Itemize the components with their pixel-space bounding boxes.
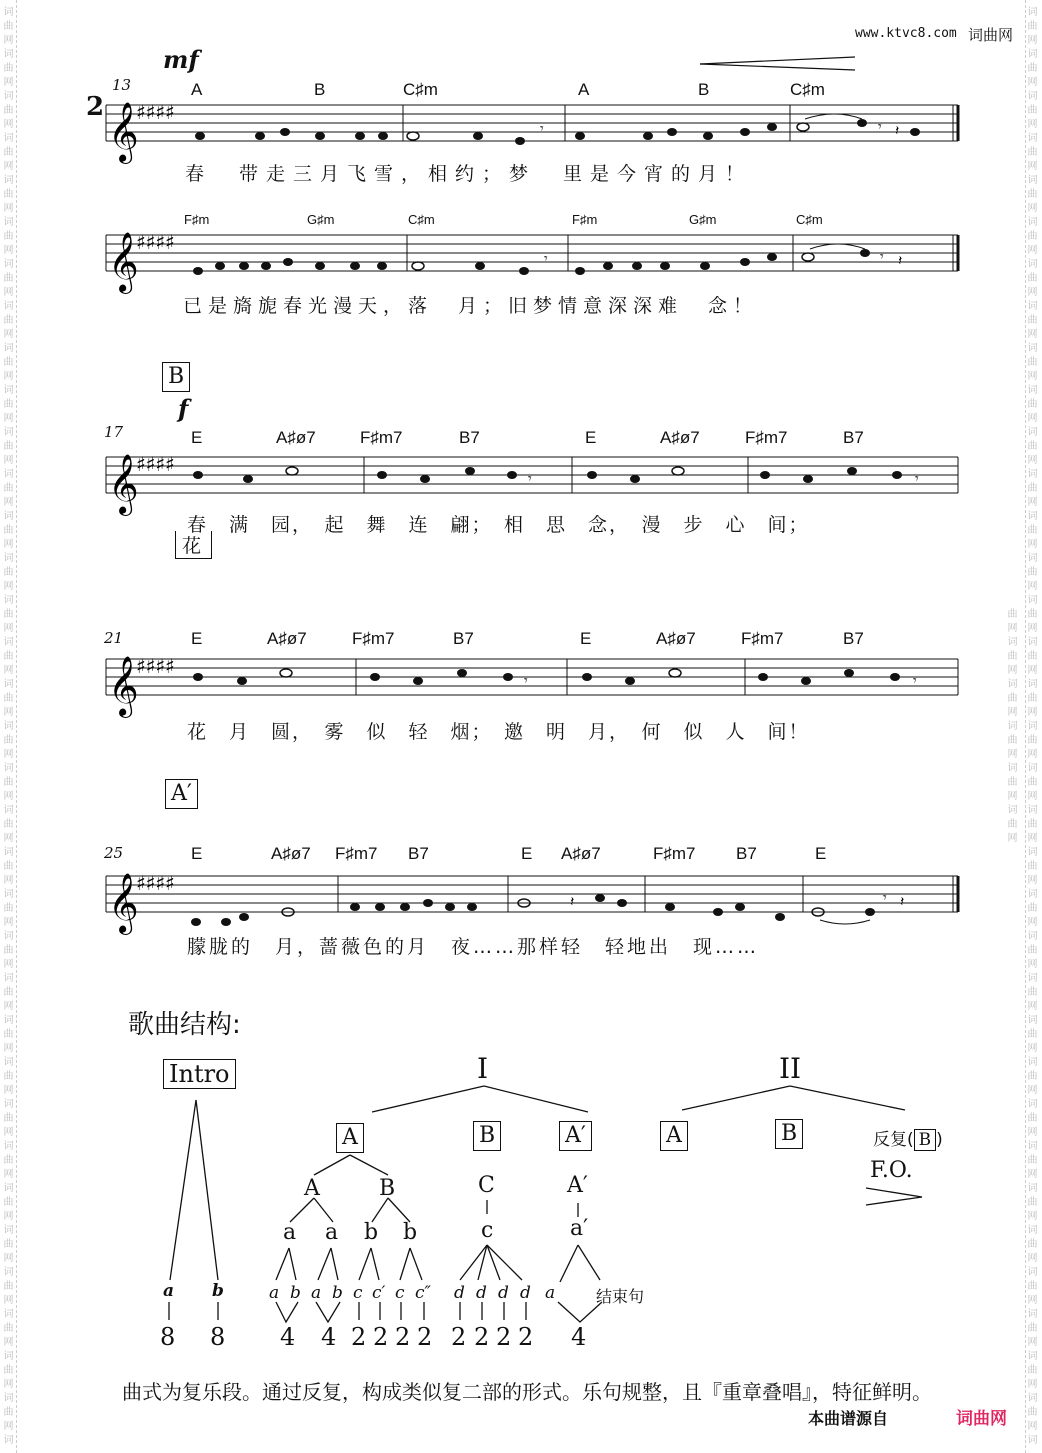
bar-count: 4: [571, 1323, 589, 1351]
page-number: 2: [86, 92, 105, 122]
chord: F♯m: [572, 212, 598, 227]
chord: B7: [736, 844, 757, 863]
lyrics-2: 已是旖旎春光漫天，落 月；旧梦情意深深难 念！: [183, 295, 759, 317]
motif-label: a: [545, 1283, 556, 1303]
motif-label: c: [353, 1283, 363, 1303]
site-url: www.ktvc8.com: [855, 26, 957, 41]
lyrics-1: 春 带走三月飞雪，相约；梦 里是今宵的月！: [185, 163, 753, 185]
structure-heading: 歌曲结构:: [128, 1010, 241, 1040]
chord: F♯m7: [360, 428, 403, 447]
svg-text:𝄾: 𝄾: [915, 471, 919, 487]
chord: B: [698, 80, 710, 99]
repeat-note: [873, 1125, 943, 1150]
section-box: A: [660, 1121, 688, 1151]
bar-count: 2: [395, 1323, 413, 1351]
svg-text:𝄾: 𝄾: [540, 121, 544, 137]
section-box: B: [775, 1119, 803, 1149]
motif-label: c′: [372, 1283, 386, 1303]
form-caption: 曲式为复乐段。通过反复，构成类似复二部的形式。乐句规整，且『重章叠唱』，特征鲜明。: [122, 1380, 932, 1404]
left-watermark-strip: 词曲网词曲网词曲网词曲网词曲网词曲网词曲网词曲网词曲网词曲网词曲网词曲网词曲网词曲网词曲网词曲网词曲网词曲网词曲网词曲网词曲网词曲网词曲网词曲网词曲网词曲网词曲网词曲网词曲网词曲网词曲网词曲网词曲网词曲网词: [2, 0, 17, 1453]
chord: E: [521, 844, 533, 863]
svg-text:𝄾: 𝄾: [878, 119, 882, 135]
chord: A♯ø7: [267, 629, 307, 648]
bar-count: 8: [160, 1323, 178, 1351]
svg-text:𝄾: 𝄾: [880, 249, 884, 265]
svg-text:♯♯♯♯: ♯♯♯♯: [136, 230, 175, 254]
dynamic-mf: mf: [163, 45, 199, 74]
brand-name: 词曲网: [968, 26, 1014, 44]
chord: A: [191, 80, 203, 99]
chord: A♯ø7: [271, 844, 311, 863]
chord: E: [585, 428, 597, 447]
motif-label: b: [212, 1281, 224, 1301]
repeat-prefix: 反复(: [873, 1130, 914, 1150]
subphrase-label: c: [481, 1218, 494, 1243]
svg-text:𝄞: 𝄞: [108, 656, 139, 716]
svg-text:♯♯♯♯: ♯♯♯♯: [136, 871, 175, 895]
svg-text:𝄽: 𝄽: [895, 123, 900, 139]
subphrase-label: a: [325, 1220, 339, 1245]
measure-number: 13: [112, 76, 132, 94]
part-1-label: I: [477, 1052, 489, 1085]
chord: F♯m7: [741, 629, 784, 648]
svg-text:♯♯♯♯: ♯♯♯♯: [136, 100, 175, 124]
intro-box: Intro: [163, 1059, 236, 1089]
fade-out-label: F.O.: [870, 1158, 913, 1183]
chord: F♯m7: [335, 844, 378, 863]
chord: A♯ø7: [276, 428, 316, 447]
repeat-box: B: [914, 1129, 937, 1151]
chord: F♯m: [184, 212, 210, 227]
svg-text:𝄾: 𝄾: [544, 251, 548, 267]
section-box: A′: [559, 1121, 592, 1151]
bar-count: 4: [321, 1323, 339, 1351]
motif-label: a: [311, 1283, 322, 1303]
chord: A♯ø7: [561, 844, 601, 863]
footer-source: 本曲谱源自: [808, 1409, 889, 1428]
chord: F♯m7: [352, 629, 395, 648]
svg-text:𝄞: 𝄞: [108, 232, 139, 292]
chord: B7: [843, 428, 864, 447]
chord: E: [580, 629, 592, 648]
svg-text:♯♯♯♯: ♯♯♯♯: [136, 654, 175, 678]
phrase-label: B: [379, 1176, 396, 1201]
chord: C♯m: [408, 212, 435, 227]
subphrase-label: b: [364, 1220, 379, 1245]
phrase-label: C: [478, 1173, 495, 1198]
svg-text:𝄾: 𝄾: [913, 673, 917, 689]
alt-lyric: 花: [182, 535, 206, 557]
motif-label: a: [269, 1283, 280, 1303]
chord: C♯m: [796, 212, 823, 227]
phrase-label: A: [304, 1176, 320, 1201]
repeat-suffix: ): [936, 1130, 943, 1150]
chord: E: [815, 844, 827, 863]
dynamic-f: f: [178, 394, 189, 423]
lyrics-3: 春 满 园， 起 舞 连 翩； 相 思 念， 漫 步 心 间；: [187, 514, 810, 536]
part-2-label: II: [779, 1052, 802, 1085]
measure-number: 21: [104, 629, 124, 647]
motif-label: a: [163, 1281, 175, 1301]
chord: B7: [843, 629, 864, 648]
bar-count: 8: [210, 1323, 228, 1351]
svg-text:𝄾: 𝄾: [528, 471, 532, 487]
chord: F♯m7: [745, 428, 788, 447]
chord: E: [191, 844, 203, 863]
svg-text:𝄾: 𝄾: [524, 673, 528, 689]
measure-number: 17: [104, 423, 124, 441]
bar-count: 2: [351, 1323, 369, 1351]
measure-number: 25: [104, 844, 124, 862]
bar-count: 2: [496, 1323, 514, 1351]
motif-label: c: [395, 1283, 405, 1303]
chord: A: [578, 80, 590, 99]
svg-text:𝄽: 𝄽: [900, 894, 905, 910]
motif-label: d: [454, 1283, 465, 1303]
chord: F♯m7: [653, 844, 696, 863]
chord: B7: [408, 844, 429, 863]
bar-count: 2: [373, 1323, 391, 1351]
ending-phrase-label: 结束句: [596, 1287, 645, 1306]
chord: A♯ø7: [660, 428, 700, 447]
motif-label: b: [332, 1283, 343, 1303]
lyrics-5: 朦胧的 月，蔷薇色的月 夜……那样轻 轻地出 现……: [187, 936, 760, 958]
svg-text:𝄞: 𝄞: [108, 873, 139, 933]
bar-count: 2: [451, 1323, 469, 1351]
chord: G♯m: [689, 212, 717, 227]
motif-label: d: [520, 1283, 531, 1303]
section-box: A: [336, 1123, 364, 1153]
chord: B7: [453, 629, 474, 648]
right-watermark-strip: 词曲网词曲网词曲网词曲网词曲网词曲网词曲网词曲网词曲网词曲网词曲网词曲网词曲网词曲网词曲网词曲网词曲网词曲网词曲网词曲网词曲网词曲网词曲网词曲网词曲网词曲网词曲网词曲网词曲网词曲网词曲网词曲网词曲网词曲网词曲网词曲网词曲网词曲网词曲网词曲网: [1025, 0, 1040, 1453]
motif-label: d: [498, 1283, 509, 1303]
lyrics-4: 花 月 圆， 雾 似 轻 烟； 邀 明 月， 何 似 人 间！: [187, 721, 810, 743]
section-label-b: B: [162, 362, 190, 392]
subphrase-label: b: [403, 1220, 418, 1245]
svg-text:𝄽: 𝄽: [570, 894, 575, 910]
bar-count: 2: [474, 1323, 492, 1351]
motif-label: d: [476, 1283, 487, 1303]
svg-text:𝄞: 𝄞: [108, 102, 139, 162]
chord: C♯m: [790, 80, 825, 99]
phrase-label: A′: [567, 1173, 588, 1198]
bar-count: 2: [518, 1323, 536, 1351]
footer-brand[interactable]: 词曲网: [956, 1409, 1007, 1429]
motif-label: c″: [415, 1283, 431, 1303]
svg-text:𝄾: 𝄾: [883, 890, 887, 906]
bar-count: 2: [417, 1323, 435, 1351]
subphrase-label: a: [283, 1220, 297, 1245]
section-label-a-prime: A′: [165, 779, 198, 809]
svg-text:♯♯♯♯: ♯♯♯♯: [136, 452, 175, 476]
subphrase-label: a′: [570, 1216, 589, 1241]
chord: E: [191, 428, 203, 447]
svg-text:𝄽: 𝄽: [898, 253, 903, 269]
chord: E: [191, 629, 203, 648]
bar-count: 4: [280, 1323, 298, 1351]
chord: G♯m: [307, 212, 335, 227]
chord: B: [314, 80, 326, 99]
chord: B7: [459, 428, 480, 447]
chord: C♯m: [403, 80, 438, 99]
svg-text:𝄞: 𝄞: [108, 454, 139, 514]
motif-label: b: [290, 1283, 301, 1303]
chord: A♯ø7: [656, 629, 696, 648]
section-box: B: [473, 1121, 501, 1151]
